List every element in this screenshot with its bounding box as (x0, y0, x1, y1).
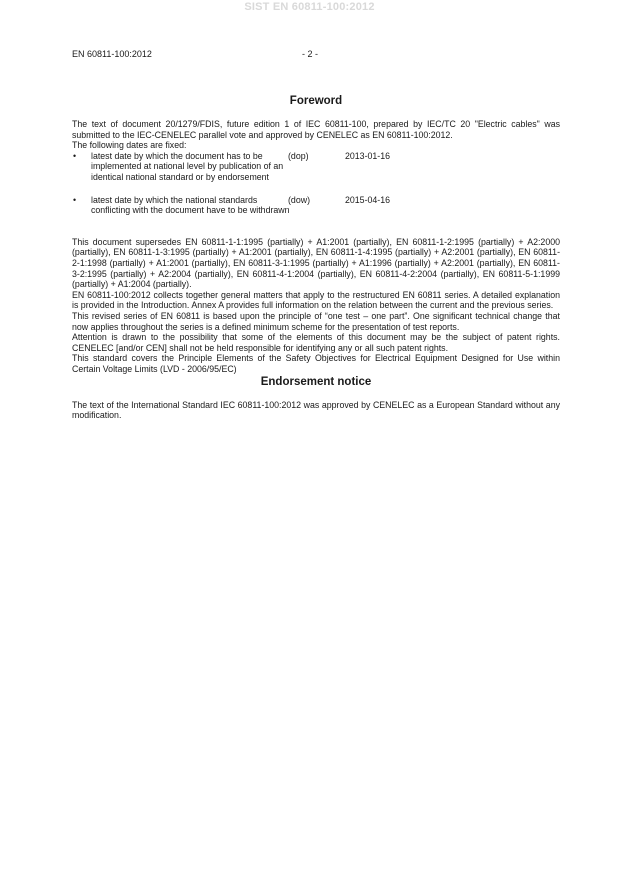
revised-paragraph: This revised series of EN 60811 is based upon the principle of “one test – one part”. One significant technical change that now applies throughout the series is a defined minimum scheme for the presentation of test reports. (72, 310, 560, 332)
dates-list (72, 151, 560, 237)
bullet-icon: • (73, 150, 77, 161)
watermark: SIST EN 60811-100:2012 (244, 1, 375, 13)
date-code: (dop) (288, 150, 309, 161)
document-id: EN 60811-100:2012 (72, 49, 152, 59)
dates-intro: The following dates are fixed: (72, 140, 187, 151)
date-description: latest date by which the document has to be implemented at national level by publication of an identical national standard or by endorsement (91, 150, 284, 182)
collects-paragraph: EN 60811-100:2012 collects together general matters that apply to the restructured EN 60811 series. A detailed explanation is provided in the Introduction. Annex A provides full information on the relation between the current and the previous series. (72, 289, 560, 311)
foreword-title: Foreword (289, 95, 343, 107)
date-value: 2015-04-16 (345, 194, 390, 205)
foreword-intro: The text of document 20/1279/FDIS, future edition 1 of IEC 60811-100, prepared by IEC/TC 20 "Electric cables" was submitted to the IEC-CENELEC parallel vote and approved by CENELEC as EN 60811-100:2012. (72, 119, 560, 140)
date-description: latest date by which the national standards conflicting with the document have to be withdrawn (91, 194, 290, 216)
page-number: - 2 - (302, 49, 319, 59)
bullet-icon: • (73, 194, 77, 205)
patent-paragraph: Attention is drawn to the possibility that some of the elements of this document may be the subject of patent rights. CENELEC [and/or CEN] shall not be held responsible for identifying any or all such patent rights. (72, 332, 560, 353)
page-header (72, 49, 560, 61)
scope-paragraph: This standard covers the Principle Elements of the Safety Objectives for Electrical Equipment Designed for Use within Certain Voltage Limits (LVD - 2006/95/EC) (72, 353, 560, 374)
date-code: (dow) (288, 194, 310, 205)
endorsement-text: The text of the International Standard IEC 60811-100:2012 was approved by CENELEC as a European Standard without any modification. (72, 399, 560, 421)
supersedes-paragraph: This document supersedes EN 60811-1-1:1995 (partially) + A1:2001 (partially), EN 60811-1-2:1995 (partially) + A2:2000 (partially), EN 60811-1-3:1995 (partially) + A1:2001 (partially), EN 60811-1-4:1995 (partially) + A2:2001 (partially), EN 60811-2-1:1998 (partially) + A1:2001 (partially), EN 60811-3-1:1995 (partially) + A1:1996 (partially) + A2:2001 (partially), EN 60811-3-2:1995 (partially) + A2:2004 (partially), EN 60811-4-1:2004 (partially), EN 60811-4-2:2004 (partially), EN 60811-5-1:1999 (partially) + A1:2004 (partially). (72, 236, 560, 290)
endorsement-title: Endorsement notice (260, 375, 372, 388)
date-value: 2013-01-16 (345, 150, 390, 161)
document-body (72, 94, 560, 421)
